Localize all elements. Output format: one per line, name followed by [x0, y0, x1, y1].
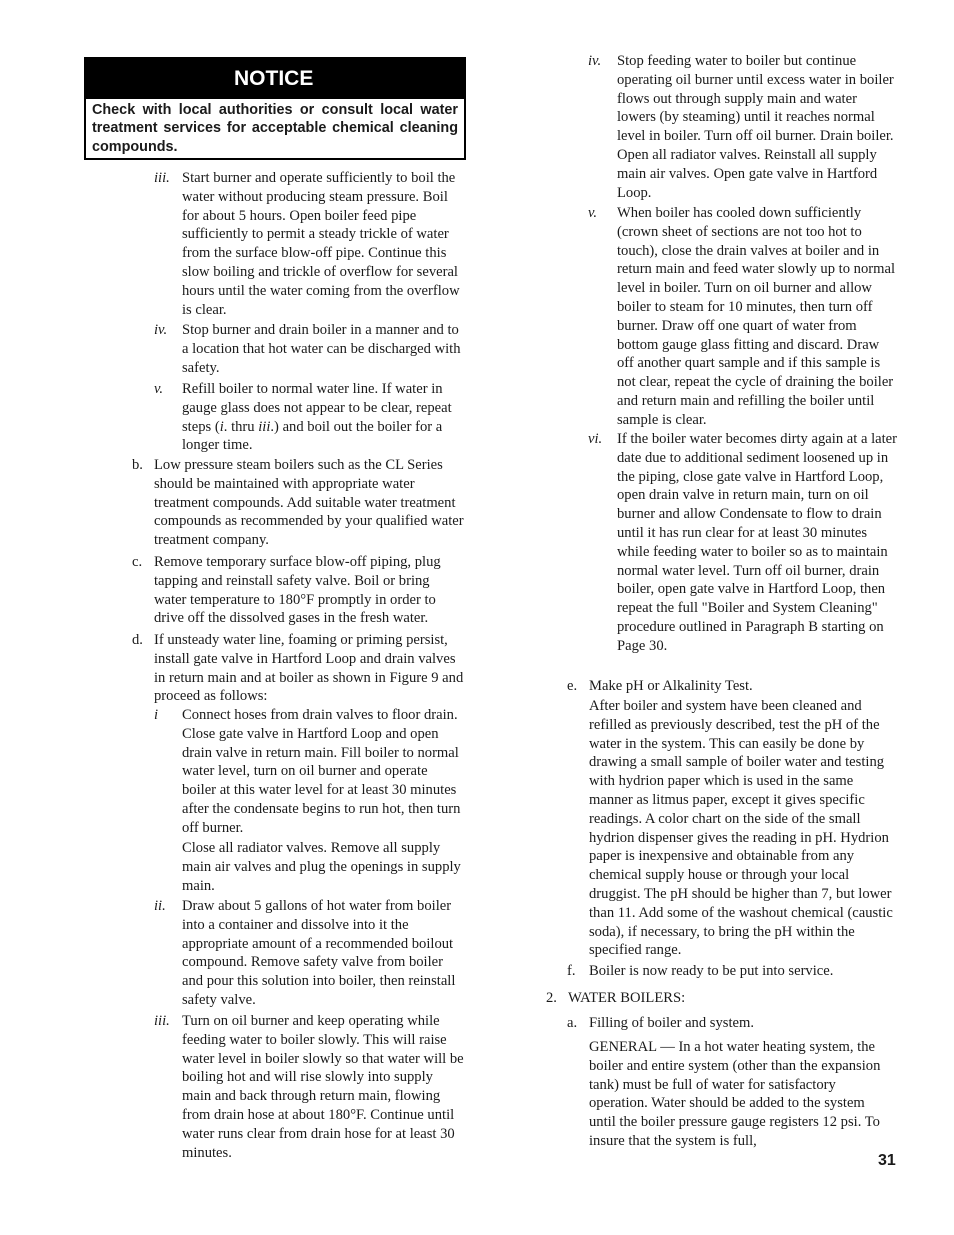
step-text: Draw about 5 gallons of hot water from boiler into a container and dissolve into it the appropriate amount of a recommended boilout compound. Remove safety valve from boiler and pour this solution into boiler, then reinstall safety valve.: [182, 898, 456, 1008]
step-text: Stop feeding water to boiler but continue operating oil burner until excess water in boiler flows out through supply main and water lowers (by steaming) until it reaches normal level in boiler. Turn off oil burner. Drain boiler. Open all radiator valves. Reinstall all supply main air valves. Open gate valve in Hartford Loop.: [617, 53, 894, 201]
paragraph-text: Boiler is now ready to be put into service.: [589, 963, 834, 979]
step-text: Start burner and operate sufficiently to boil the water without producing steam pressure. Boil for about 5 hours. Open boiler feed pipe sufficiently to permit a steady trickle of water from the surface blow-off pipe. Continue this slow boiling and trickle of overflow for several hours until the water coming from the overflow is clear.: [182, 170, 460, 318]
paragraph-marker: c.: [132, 554, 143, 570]
step-text: Refill boiler to normal water line. If water in gauge glass does not appear to be clear, repeat steps (i. thru iii.) and boil out the boiler for a longer time.: [182, 381, 452, 454]
step-text: Close all radiator valves. Remove all supply main air valves and plug the openings in supply main.: [182, 840, 461, 894]
paragraph-text: After boiler and system have been cleaned and refilled as previously described, test the pH of the water in the system. This can easily be done by drawing a small sample of boiler water and testing with hydrion paper which is used in the same manner as litmus paper, except it gives specific readings. A color chart on the side of the small hydrion dispenser gives the reading in pH. Hydrion paper is inexpensive and obtainable from any chemical supply house or through your local druggist. The pH should be higher than 7, but lower than 11. Add some of the washout chemical (caustic soda), if necessary, to bring the pH within the specified range.: [589, 698, 893, 959]
step-marker: v.: [154, 381, 164, 397]
paragraph-marker: b.: [132, 457, 143, 473]
paragraph-text: If unsteady water line, foaming or priming persist, install gate valve in Hartford Loop and drain valves in return main and at boiler as shown in Figure 9 and proceed as follows:: [154, 632, 464, 705]
notice-box: [84, 57, 466, 160]
paragraph-text: Low pressure steam boilers such as the CL Series should be maintained with appropriate water treatment compounds. Add suitable water treatment compounds as recommended by your qualified water treatment company.: [154, 457, 464, 549]
step-text: Connect hoses from drain valves to floor drain. Close gate valve in Hartford Loop and open drain valve in return main. Fill boiler to normal water level, turn on oil burner and operate boiler at this water level for at least 30 minutes after the condensate begins to run hot, then turn off burner.: [182, 707, 461, 836]
paragraph-text: GENERAL — In a hot water heating system, the boiler and entire system (other than the expansion tank) must be full of water for satisfactory operation. Water should be added to the system until the boiler pressure gauge registers 12 psi. To insure that the system is full,: [589, 1039, 881, 1149]
paragraph-heading: Filling of boiler and system.: [589, 1015, 754, 1031]
step-marker: iii.: [154, 1013, 170, 1029]
step-marker: v.: [588, 205, 598, 221]
step-marker: i: [154, 707, 159, 723]
step-text: Stop burner and drain boiler in a manner and to a location that hot water can be discharged with safety.: [182, 322, 461, 376]
page-number: 31: [878, 1152, 896, 1169]
section-heading: WATER BOILERS:: [568, 990, 686, 1006]
step-marker: iv.: [588, 53, 602, 69]
paragraph-marker: a.: [567, 1015, 578, 1031]
step-marker: ii.: [154, 898, 166, 914]
paragraph-marker: d.: [132, 632, 143, 648]
section-marker: 2.: [546, 990, 557, 1006]
paragraph-heading: Make pH or Alkalinity Test.: [589, 678, 753, 694]
step-marker: iv.: [154, 322, 168, 338]
step-marker: vi.: [588, 431, 603, 447]
notice-body: Check with local authorities or consult local water treatment services for acceptable chemical cleaning compounds.: [92, 102, 458, 155]
notice-title: NOTICE: [86, 59, 464, 99]
step-text: When boiler has cooled down sufficiently (crown sheet of sections are not too hot to touch), close the drain valves at boiler and in return main and feed water slowly up to normal level in boiler. Turn on oil burner and allow boiler to steam for 10 minutes, then turn off burner. Draw off one quart of water from bottom gauge glass fitting and discard. Draw off another quart sample and if this sample is not clear, repeat the cycle of draining the boiler and return main and refilling the boiler until sample is clear.: [617, 205, 896, 428]
step-text: Turn on oil burner and keep operating while feeding water to boiler slowly. This will raise water level in boiler slowly so that water will be boiling hot and will rise slowly into supply main and back through return main, flowing from drain hose at about 180°F. Continue until water runs clear from drain hose for at least 30 minutes.: [182, 1013, 464, 1161]
step-text: If the boiler water becomes dirty again at a later date due to additional sediment loosened up in the piping, close gate valve in Hartford Loop, open drain valve in return main, turn on oil burner and allow Condensate to flow to drain until it has run clear for at least 30 minutes while feeding water to boiler so as to maintain normal water level. Turn off oil burner, drain boiler, open gate valve in Hartford Loop, then repeat the full "Boiler and System Cleaning" procedure outlined in Paragraph B starting on Page 30.: [617, 431, 897, 654]
paragraph-marker: e.: [567, 678, 578, 694]
step-marker: iii.: [154, 170, 170, 186]
paragraph-text: Remove temporary surface blow-off piping, plug tapping and reinstall safety valve. Boil or bring water temperature to 180°F promptly in order to drive off the dissolved gases in the fresh water.: [154, 554, 441, 627]
paragraph-marker: f.: [567, 963, 576, 979]
